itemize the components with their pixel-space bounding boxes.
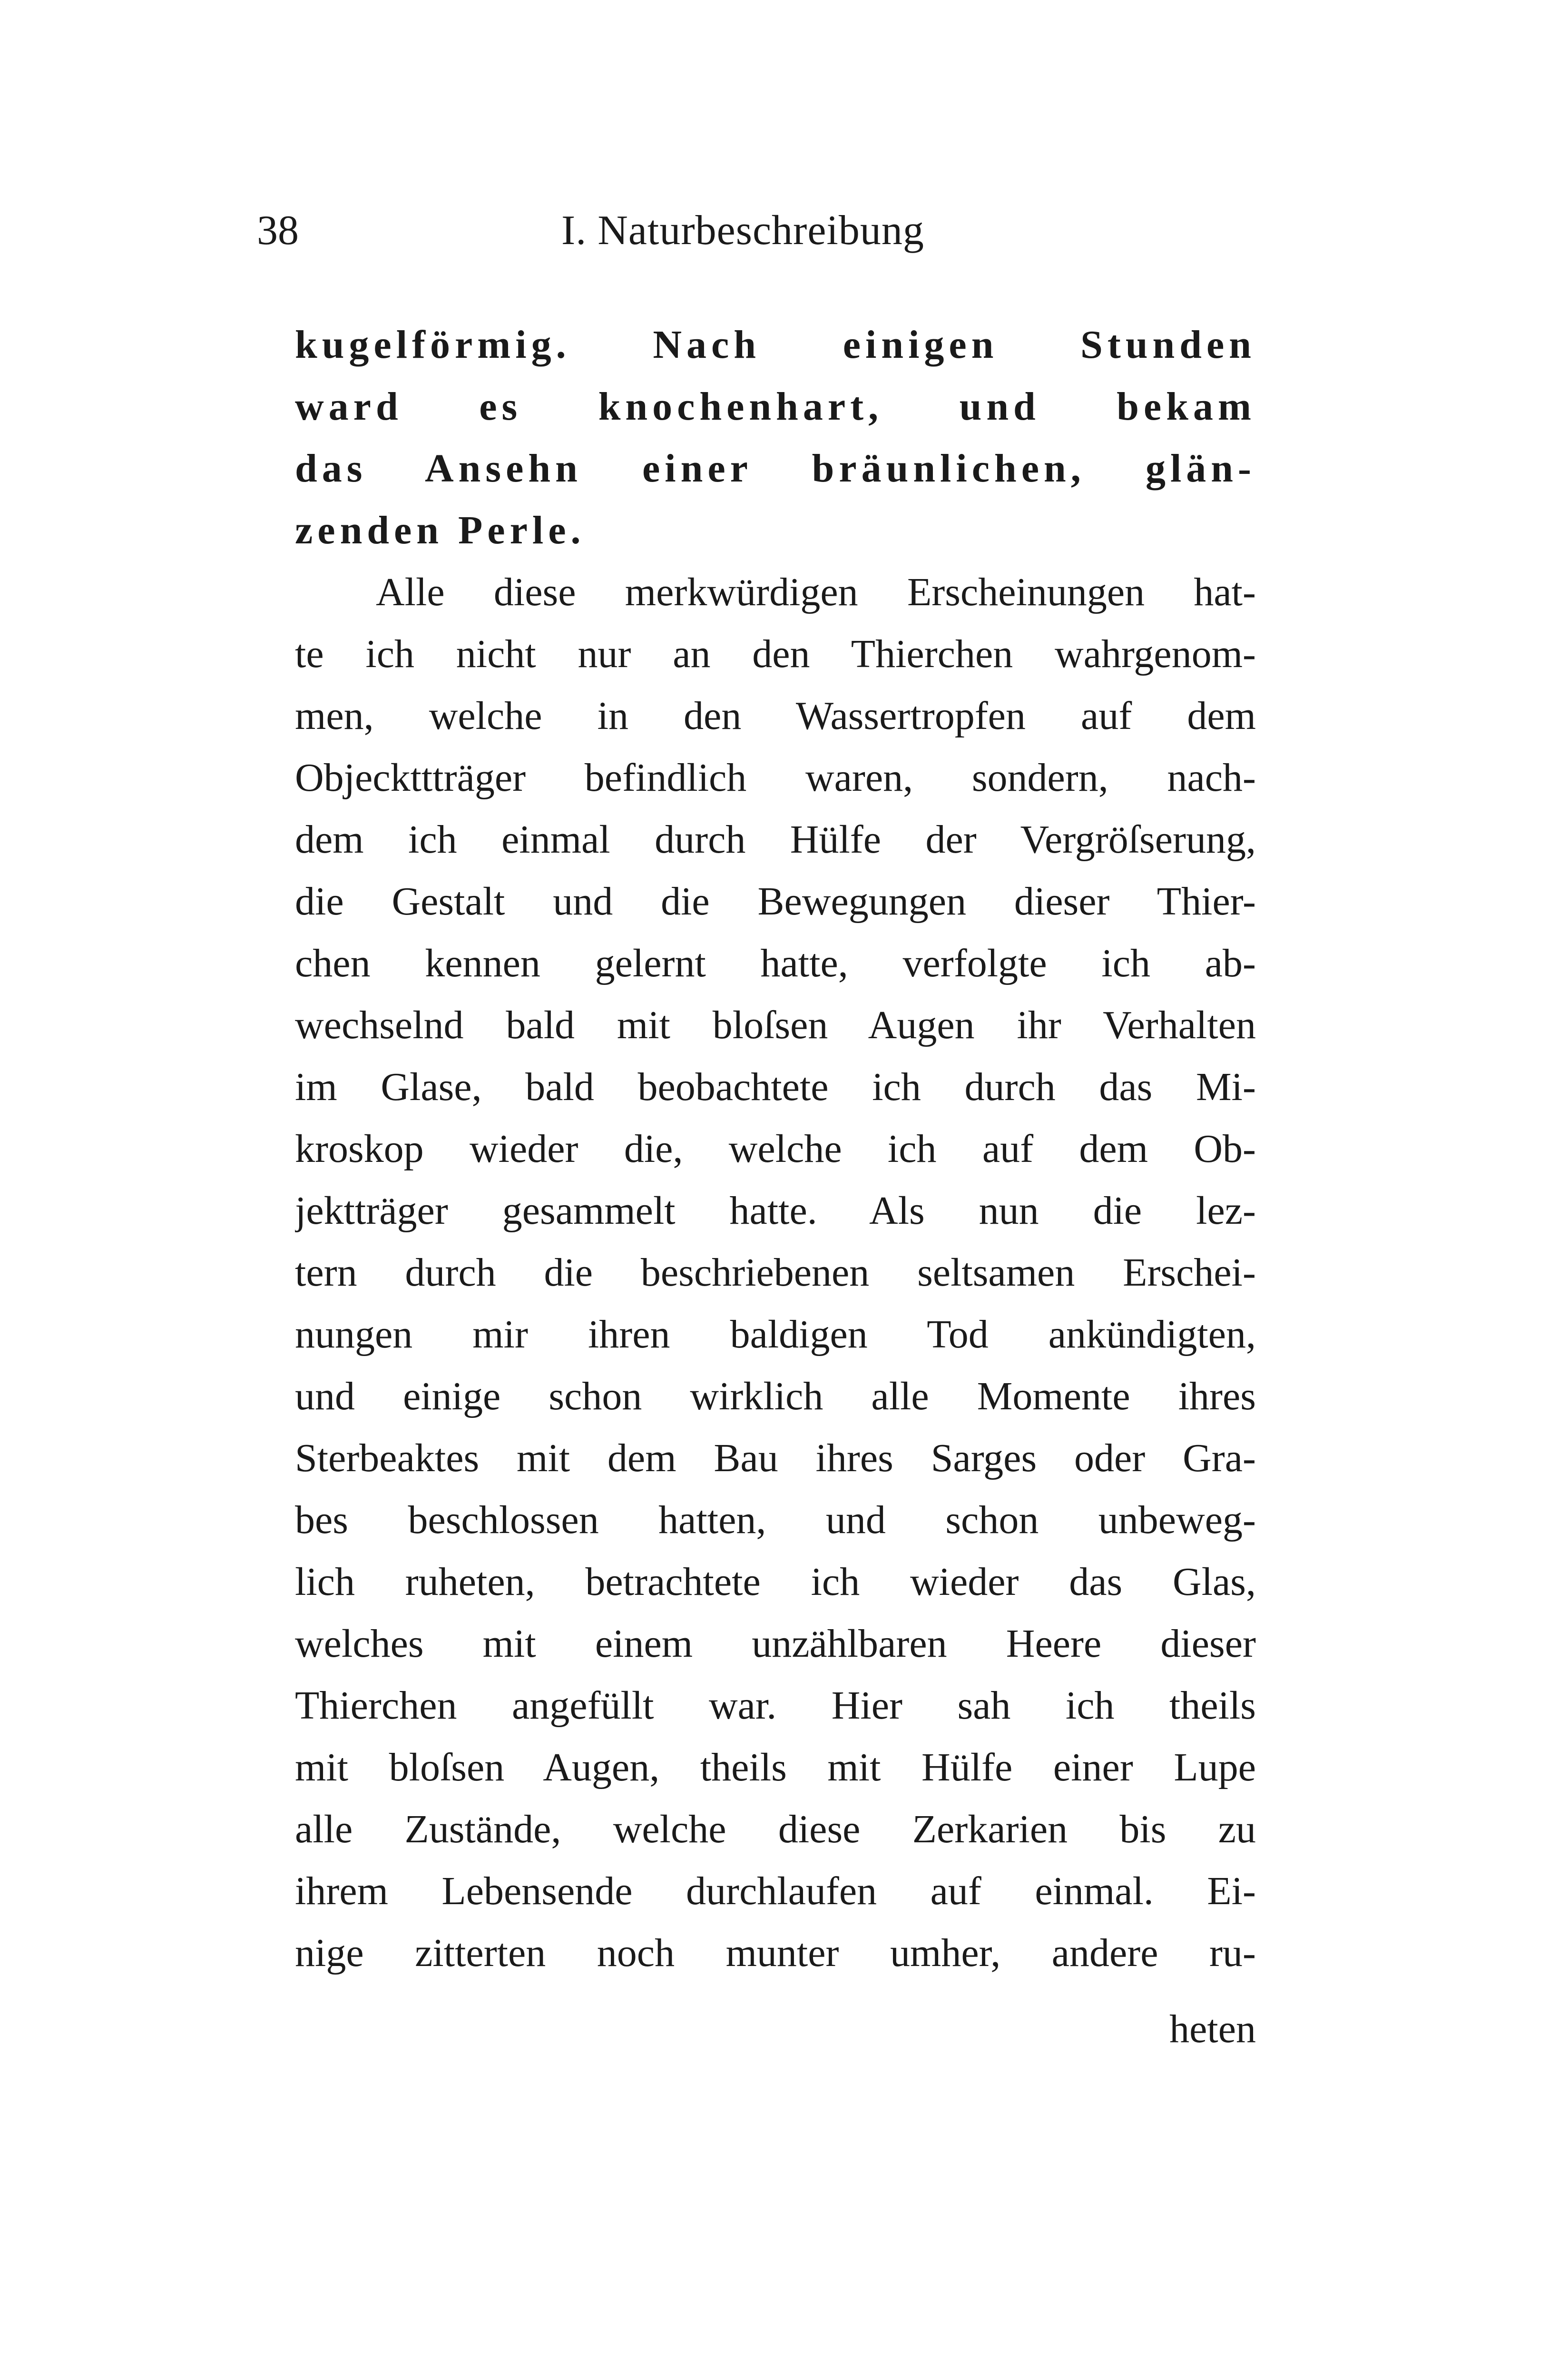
page-number: 38 [257, 207, 299, 254]
text-line: kroskop wieder die, welche ich auf dem Ob- [295, 1127, 1256, 1171]
text-line: alle Zustände, welche diese Zerkarien bis zu [295, 1807, 1256, 1851]
text-line: mit bloſsen Augen, theils mit Hülfe einer Lupe [295, 1745, 1256, 1789]
text-line: wechselnd bald mit bloſsen Augen ihr Verhalten [295, 1003, 1256, 1047]
text-line: Thierchen angefüllt war. Hier sah ich theils [295, 1683, 1256, 1728]
body-text [295, 314, 1256, 1984]
text-line: te ich nicht nur an den Thierchen wahrgenom- [295, 632, 1256, 676]
text-line: Objeckttträger befindlich waren, sondern, nach- [295, 756, 1256, 800]
text-line: kugelförmig. Nach einigen Stunden [295, 323, 1256, 367]
text-line: ward es knochenhart, und bekam [295, 384, 1256, 429]
text-line: im Glase, bald beobachtete ich durch das Mi- [295, 1065, 1256, 1109]
text-line: das Ansehn einer bräunlichen, glän- [295, 446, 1256, 491]
text-line: nungen mir ihren baldigen Tod ankündigten, [295, 1312, 1256, 1357]
text-line: lich ruheten, betrachtete ich wieder das Glas, [295, 1560, 1256, 1604]
text-line: die Gestalt und die Bewegungen dieser Thier- [295, 879, 1256, 924]
text-line: nige zitterten noch munter umher, andere ru- [295, 1931, 1256, 1975]
text-line: chen kennen gelernt hatte, verfolgte ich ab- [295, 941, 1256, 985]
text-line: Alle diese merkwürdigen Erscheinungen hat- [376, 570, 1256, 614]
text-line: men, welche in den Wassertropfen auf dem [295, 694, 1256, 738]
text-line: ihrem Lebensende durchlaufen auf einmal. Ei- [295, 1869, 1256, 1913]
text-line: jektträger gesammelt hatte. Als nun die lez- [295, 1189, 1256, 1233]
text-line: welches mit einem unzählbaren Heere dieser [295, 1622, 1256, 1666]
text-line: tern durch die beschriebenen seltsamen Erschei- [295, 1250, 1256, 1295]
text-line: Sterbeaktes mit dem Bau ihres Sarges oder Gra- [295, 1436, 1256, 1480]
running-head [257, 200, 1265, 262]
text-line: zenden Perle. [295, 508, 586, 552]
running-head-title: I. Naturbeschreibung [561, 207, 924, 254]
catchword: heten [1169, 2007, 1256, 2051]
text-line: und einige schon wirklich alle Momente ihres [295, 1374, 1256, 1418]
text-line: bes beschlossen hatten, und schon unbeweg- [295, 1498, 1256, 1542]
text-line: dem ich einmal durch Hülfe der Vergröſserung, [295, 817, 1256, 862]
